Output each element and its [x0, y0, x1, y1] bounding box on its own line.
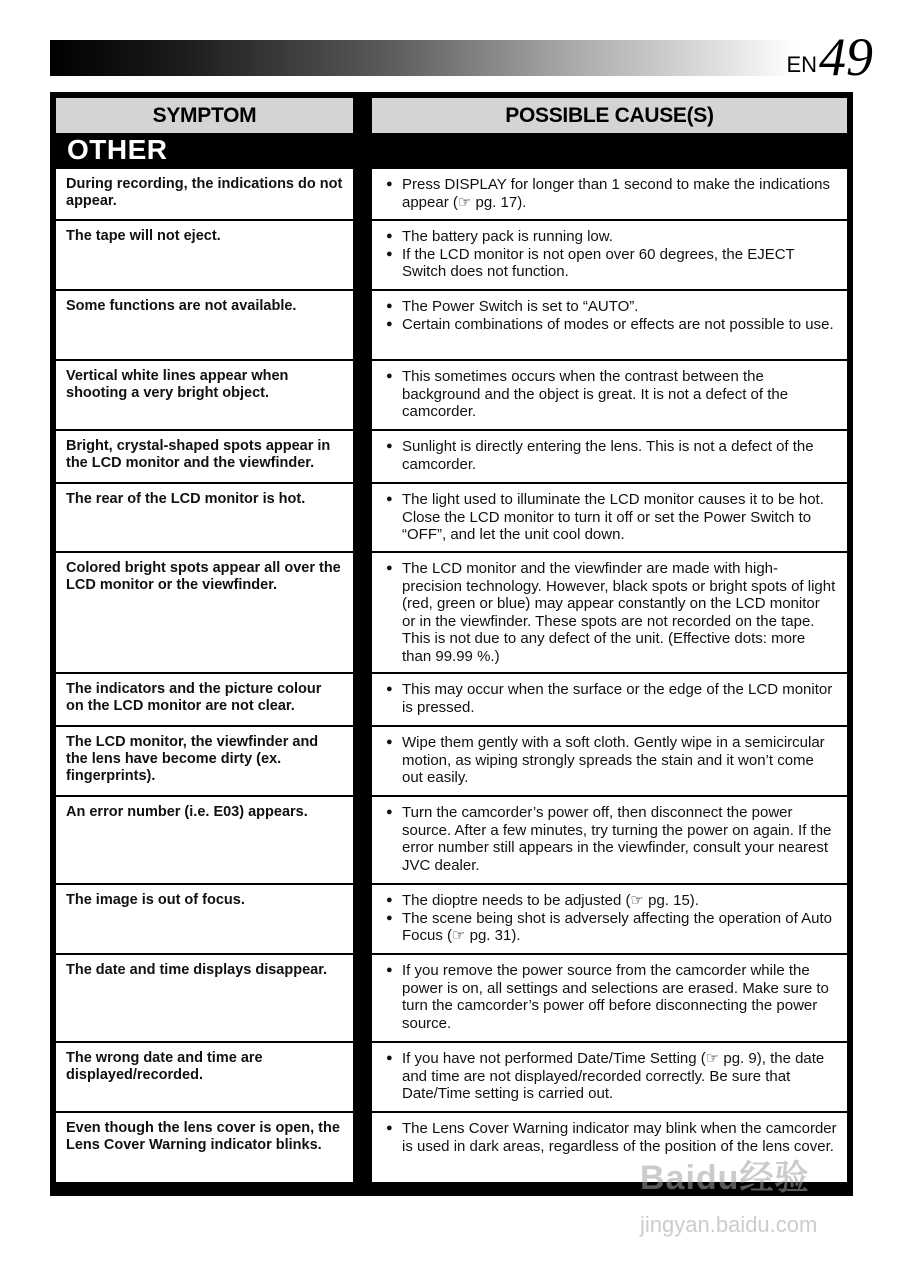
symptom-cell	[56, 169, 353, 219]
symptom-cell	[56, 553, 353, 672]
symptom-text: The rear of the LCD monitor is hot.	[66, 491, 306, 507]
cause-item: ● The battery pack is running low.	[386, 228, 837, 246]
cause-cell	[372, 885, 847, 953]
table-row	[56, 955, 847, 1041]
symptom-cell	[56, 885, 353, 953]
symptom-cell	[56, 955, 353, 1041]
cause-cell	[372, 553, 847, 672]
symptom-cell	[56, 674, 353, 725]
symptom-cell	[56, 431, 353, 482]
table-row	[56, 885, 847, 953]
symptom-text: An error number (i.e. E03) appears.	[66, 804, 308, 820]
cause-item: ● Certain combinations of modes or effects are not possible to use.	[386, 316, 837, 334]
table-row	[56, 797, 847, 883]
cause-list	[386, 962, 837, 1032]
symptom-text: The date and time displays disappear.	[66, 962, 328, 978]
symptom-text: Colored bright spots appear all over the LCD monitor or the viewfinder.	[66, 560, 341, 593]
table-row	[56, 1043, 847, 1111]
symptom-text: The image is out of focus.	[66, 892, 245, 908]
cause-list	[386, 438, 837, 473]
cause-item: ● Press DISPLAY for longer than 1 second to make the indications appear (☞ pg. 17).	[386, 176, 837, 211]
page-lang: EN	[786, 52, 817, 77]
symptom-text: During recording, the indications do not appear.	[66, 176, 343, 209]
cause-item: ● If you remove the power source from the camcorder while the power is on, all settings and selections are erased. Make sure to turn the camcorder’s power off before disconnecting the power source.	[386, 962, 837, 1032]
cause-cell	[372, 955, 847, 1041]
cause-item: ● This sometimes occurs when the contrast between the background and the object is great. It is not a defect of the camcorder.	[386, 368, 837, 421]
cause-cell	[372, 291, 847, 359]
watermark-url: jingyan.baidu.com	[640, 1212, 818, 1237]
cause-list	[386, 368, 837, 421]
table-row	[56, 361, 847, 429]
symptom-cell	[56, 361, 353, 429]
table-row	[56, 431, 847, 482]
table-rows	[56, 169, 847, 1184]
cause-item: ● The scene being shot is adversely affecting the operation of Auto Focus (☞ pg. 31).	[386, 910, 837, 945]
page-number	[786, 27, 873, 87]
symptom-text: Vertical white lines appear when shooting a very bright object.	[66, 368, 289, 401]
cause-cell	[372, 674, 847, 725]
cause-item: ● This may occur when the surface or the edge of the LCD monitor is pressed.	[386, 681, 837, 716]
cause-cell	[372, 169, 847, 219]
header-gradient-bar	[50, 40, 795, 76]
cause-list	[386, 892, 837, 945]
cause-list	[386, 560, 837, 665]
table-row	[56, 674, 847, 725]
cause-cell	[372, 431, 847, 482]
symptom-cell	[56, 291, 353, 359]
table-row	[56, 553, 847, 672]
cause-item: ● Sunlight is directly entering the lens. This is not a defect of the camcorder.	[386, 438, 837, 473]
causes-header: POSSIBLE CAUSE(S)	[372, 98, 847, 133]
symptom-text: The tape will not eject.	[66, 228, 221, 244]
section-title: OTHER	[67, 134, 168, 165]
cause-list	[386, 804, 837, 874]
symptom-text: The LCD monitor, the viewfinder and the lens have become dirty (ex. fingerprints).	[66, 734, 319, 784]
symptom-cell	[56, 727, 353, 795]
table-row	[56, 291, 847, 359]
cause-list	[386, 228, 837, 281]
cause-item: ● If the LCD monitor is not open over 60 degrees, the EJECT Switch does not function.	[386, 246, 837, 281]
table-row	[56, 221, 847, 289]
symptom-text: Some functions are not available.	[66, 298, 297, 314]
cause-item: ● The LCD monitor and the viewfinder are made with high-precision technology. However, black spots or bright spots of light (red, green or blue) may appear constantly on the LCD monitor or in the viewfinder. These spots are not recorded on the tape. This is not due to any defect of the unit. (Effective dots: more than 99.99 %.)	[386, 560, 837, 665]
cause-item: ● The dioptre needs to be adjusted (☞ pg. 15).	[386, 892, 837, 910]
cause-item: ● Wipe them gently with a soft cloth. Gently wipe in a semicircular motion, as wiping strongly spreads the stain and it won’t come out easily.	[386, 734, 837, 787]
symptom-text: Bright, crystal-shaped spots appear in the LCD monitor and the viewfinder.	[66, 438, 331, 471]
cause-cell	[372, 797, 847, 883]
cause-cell	[372, 221, 847, 289]
cause-list	[386, 1050, 837, 1103]
cause-item: ● The light used to illuminate the LCD monitor causes it to be hot. Close the LCD monitor to turn it off or set the Power Switch to “OFF”, and let the unit cool down.	[386, 491, 837, 544]
cause-cell	[372, 361, 847, 429]
troubleshooting-table	[50, 92, 853, 1196]
cause-list	[386, 176, 837, 211]
symptom-header: SYMPTOM	[56, 98, 353, 133]
symptom-cell	[56, 797, 353, 883]
cause-cell	[372, 1043, 847, 1111]
cause-item: ● The Power Switch is set to “AUTO”.	[386, 298, 837, 316]
cause-item: ● The Lens Cover Warning indicator may blink when the camcorder is used in dark areas, regardless of the position of the lens cover.	[386, 1120, 837, 1155]
symptom-cell	[56, 1113, 353, 1182]
cause-list	[386, 734, 837, 787]
symptom-text: Even though the lens cover is open, the Lens Cover Warning indicator blinks.	[66, 1120, 340, 1153]
table-row	[56, 169, 847, 219]
cause-item: ● If you have not performed Date/Time Setting (☞ pg. 9), the date and time are not displayed/recorded correctly. Be sure that Date/Time setting is carried out.	[386, 1050, 837, 1103]
table-row	[56, 484, 847, 551]
symptom-text: The wrong date and time are displayed/recorded.	[66, 1050, 263, 1083]
table-row	[56, 727, 847, 795]
cause-list	[386, 681, 837, 716]
symptom-cell	[56, 1043, 353, 1111]
watermark-brand: Baidu经验	[640, 1159, 810, 1197]
cause-cell	[372, 484, 847, 551]
symptom-cell	[56, 221, 353, 289]
page-number-value: 49	[819, 27, 873, 87]
cause-cell	[372, 727, 847, 795]
symptom-cell	[56, 484, 353, 551]
symptom-text: The indicators and the picture colour on the LCD monitor are not clear.	[66, 681, 322, 714]
cause-item: ● Turn the camcorder’s power off, then disconnect the power source. After a few minutes, try turning the power on again. If the error number still appears in the viewfinder, consult your nearest JVC dealer.	[386, 804, 837, 874]
cause-list	[386, 491, 837, 544]
cause-list	[386, 298, 837, 333]
